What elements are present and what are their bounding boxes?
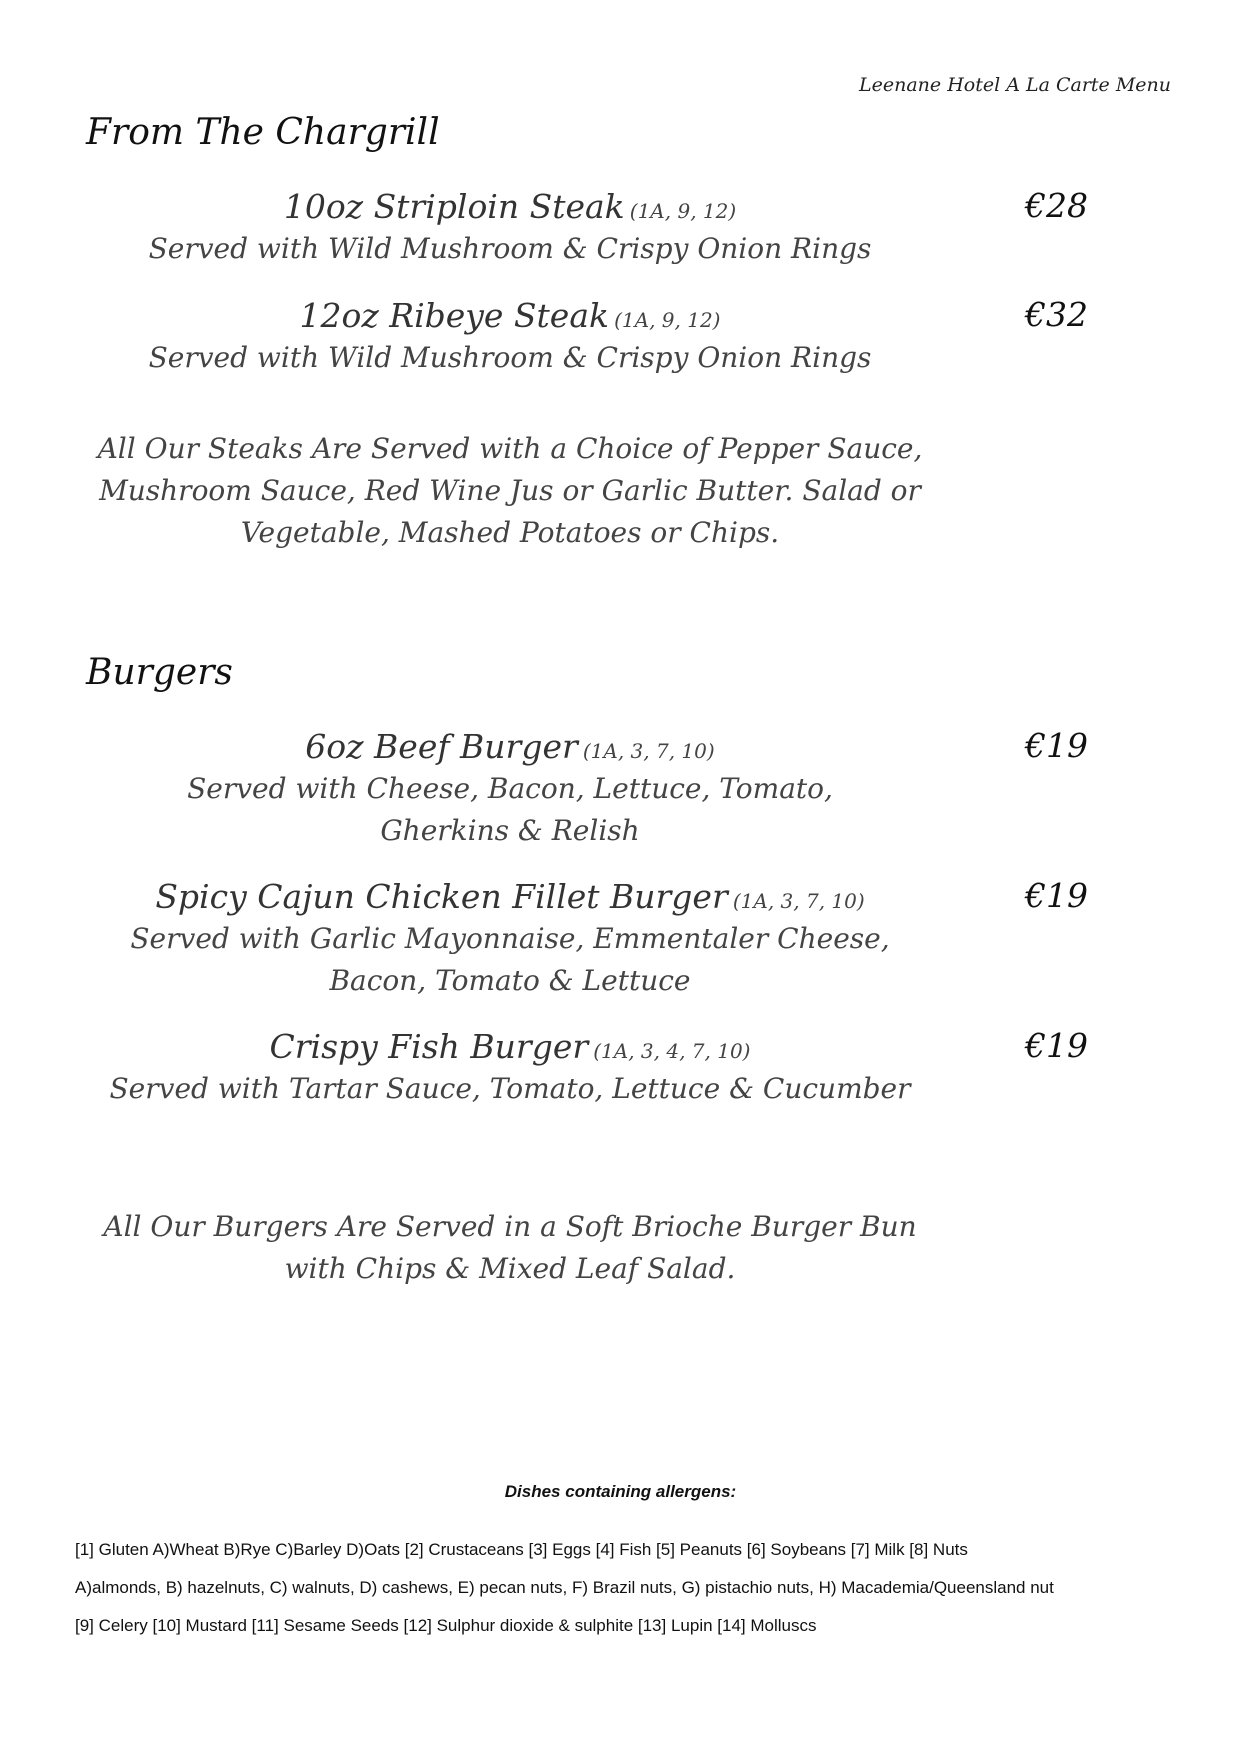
menu-item-striploin [80,186,940,270]
item-price: €28 [1025,186,1088,225]
menu-header-title: Leenane Hotel A La Carte Menu [859,74,1171,96]
item-name: 10oz Striploin Steak [283,187,625,226]
item-name: 12oz Ribeye Steak [299,296,610,335]
item-name: 6oz Beef Burger [305,727,578,766]
item-price: €19 [1025,726,1088,765]
item-description: Served with Garlic Mayonnaise, Emmentaler Cheese, Bacon, Tomato & Lettuce [130,922,890,997]
section-title-burgers: Burgers [86,652,233,693]
item-name: Spicy Cajun Chicken Fillet Burger [155,877,728,916]
item-price: €19 [1025,1026,1088,1065]
item-allergen-codes: (1A, 9, 12) [629,199,737,223]
item-name: Crispy Fish Burger [269,1027,589,1066]
allergen-heading: Dishes containing allergens: [504,1482,737,1501]
burgers-note: All Our Burgers Are Served in a Soft Brioche Burger Bun with Chips & Mixed Leaf Salad. [103,1210,917,1285]
allergen-line: A)almonds, B) hazelnuts, C) walnuts, D) cashews, E) pecan nuts, F) Brazil nuts, G) pistachio nuts, H) Macademia/Queensland nut [75,1578,1054,1597]
item-allergen-codes: (1A, 3, 7, 10) [582,739,715,763]
item-price: €32 [1025,295,1088,334]
item-description: Served with Cheese, Bacon, Lettuce, Tomato, Gherkins & Relish [187,772,833,847]
section-title-chargrill: From The Chargrill [86,112,440,153]
steaks-note: All Our Steaks Are Served with a Choice of Pepper Sauce, Mushroom Sauce, Red Wine Jus or Garlic Butter. Salad or Vegetable, Mashed Potatoes or Chips. [97,432,923,549]
item-allergen-codes: (1A, 3, 4, 7, 10) [593,1039,751,1063]
item-price: €19 [1025,876,1088,915]
allergen-line: [1] Gluten A)Wheat B)Rye C)Barley D)Oats [2] Crustaceans [3] Eggs [4] Fish [5] Peanuts [6] Soybeans [7] Milk [8] Nuts [75,1540,968,1559]
menu-item-ribeye [80,295,940,379]
item-allergen-codes: (1A, 3, 7, 10) [732,889,865,913]
allergen-line: [9] Celery [10] Mustard [11] Sesame Seeds [12] Sulphur dioxide & sulphite [13] Lupin [14] Molluscs [75,1616,817,1635]
menu-item-cajun-chicken-burger [80,876,940,1002]
menu-item-fish-burger [80,1026,940,1110]
item-description: Served with Wild Mushroom & Crispy Onion Rings [148,232,872,265]
item-description: Served with Tartar Sauce, Tomato, Lettuce & Cucumber [109,1072,911,1105]
item-allergen-codes: (1A, 9, 12) [614,308,721,332]
item-description: Served with Wild Mushroom & Crispy Onion Rings [148,341,872,374]
menu-item-beef-burger [80,726,940,852]
